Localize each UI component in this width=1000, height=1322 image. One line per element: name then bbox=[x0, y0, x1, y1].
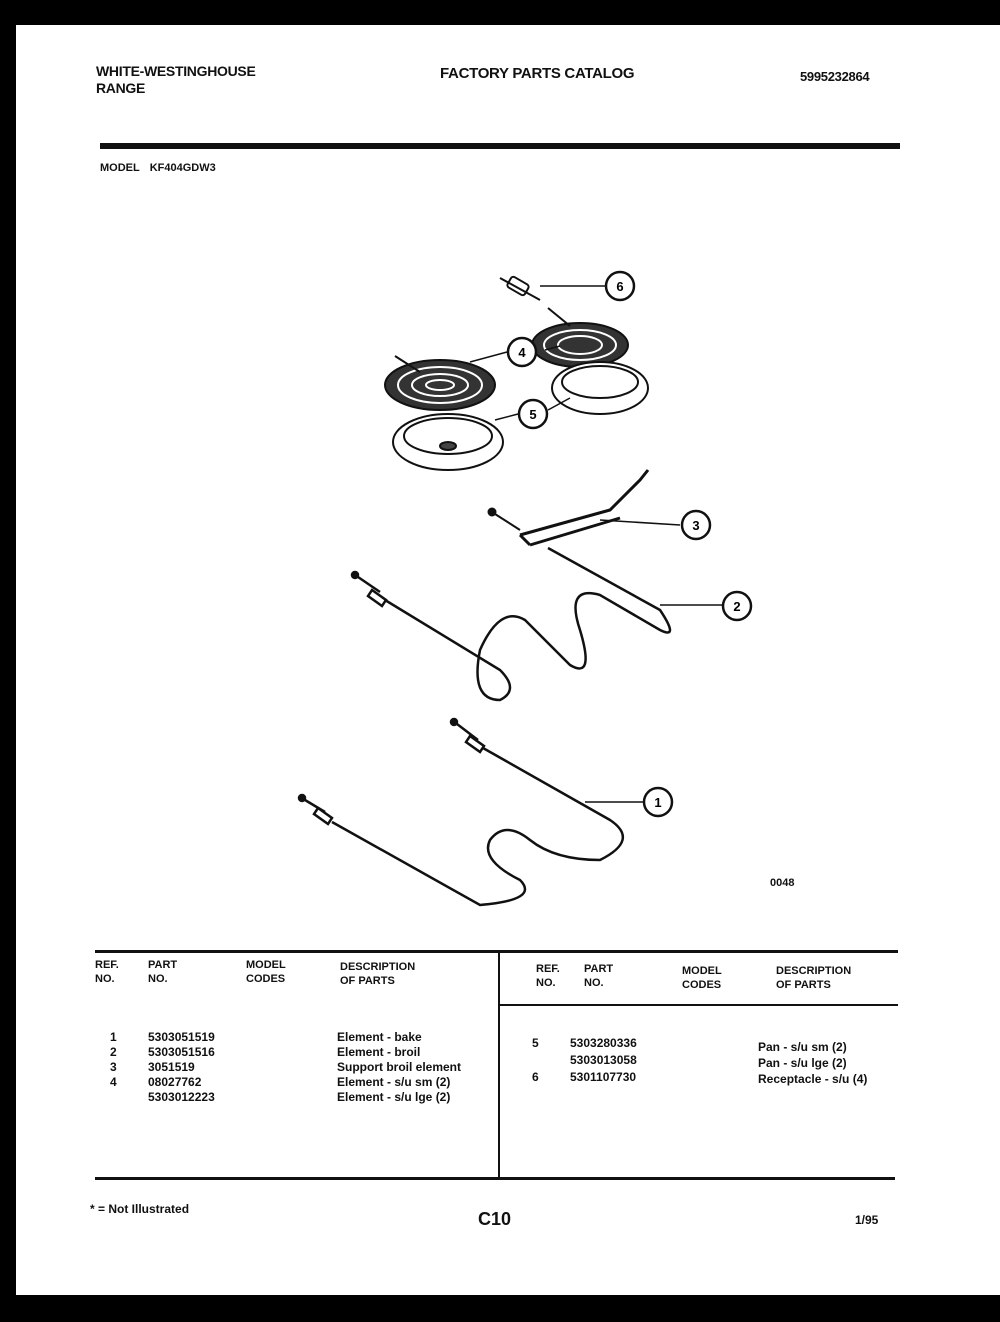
svg-text:5: 5 bbox=[529, 407, 537, 422]
callout-3 bbox=[682, 511, 710, 539]
broil-support-part-3 bbox=[489, 470, 648, 545]
callout-2 bbox=[723, 592, 751, 620]
part-cell: 3051519 bbox=[148, 1060, 195, 1074]
description-cell: Element - broil bbox=[337, 1045, 421, 1059]
description-cell: Element - bake bbox=[337, 1030, 422, 1044]
ref-cell: 4 bbox=[110, 1075, 117, 1089]
part-cell: 08027762 bbox=[148, 1075, 202, 1089]
callout-1 bbox=[644, 788, 672, 816]
svg-text:6: 6 bbox=[616, 279, 624, 294]
brand-name: WHITE-WESTINGHOUSE bbox=[96, 63, 256, 79]
revision-date: 1/95 bbox=[855, 1213, 879, 1227]
figure-code: 0048 bbox=[770, 877, 795, 889]
header-part-no: PART NO. bbox=[148, 959, 178, 985]
bake-element-part-1 bbox=[299, 719, 623, 905]
model-label: MODEL bbox=[100, 162, 140, 174]
ref-cell: 6 bbox=[532, 1070, 539, 1084]
callout-6 bbox=[606, 272, 634, 300]
broil-element-part-2 bbox=[352, 548, 670, 700]
callout-4 bbox=[508, 338, 536, 366]
table-bottom-rule bbox=[95, 1177, 895, 1180]
svg-text:2: 2 bbox=[733, 599, 741, 614]
page-number: C10 bbox=[478, 1209, 512, 1229]
part-cell: 5303280336 bbox=[570, 1036, 637, 1050]
ref-cell: 5 bbox=[532, 1036, 539, 1050]
part-cell: 5303013058 bbox=[570, 1053, 637, 1067]
part-cell: 5303012223 bbox=[148, 1090, 215, 1104]
header-description: DESCRIPTION OF PARTS bbox=[340, 961, 416, 987]
product-type: RANGE bbox=[96, 80, 146, 96]
description-cell: Pan - s/u lge (2) bbox=[758, 1056, 847, 1070]
part-cell: 5303051519 bbox=[148, 1030, 215, 1044]
catalog-number: 5995232864 bbox=[800, 69, 870, 84]
ref-cell: 1 bbox=[110, 1030, 117, 1044]
catalog-title: FACTORY PARTS CATALOG bbox=[440, 65, 635, 82]
svg-text:1: 1 bbox=[654, 795, 662, 810]
ref-cell: 3 bbox=[110, 1060, 117, 1074]
header-ref-no: REF. NO. bbox=[95, 959, 119, 985]
header-ref-no-right: REF. NO. bbox=[536, 963, 560, 989]
header-description-right: DESCRIPTION OF PARTS bbox=[776, 965, 852, 991]
svg-text:4: 4 bbox=[518, 345, 526, 360]
ref-cell: 2 bbox=[110, 1045, 117, 1059]
header-model-codes-right: MODEL CODES bbox=[682, 965, 722, 991]
description-cell: Pan - s/u sm (2) bbox=[758, 1040, 847, 1054]
not-illustrated-footnote: * = Not Illustrated bbox=[90, 1202, 190, 1216]
part-cell: 5301107730 bbox=[570, 1070, 637, 1084]
table-column-divider bbox=[498, 950, 500, 1178]
description-cell: Element - s/u sm (2) bbox=[337, 1075, 451, 1089]
description-cell: Element - s/u lge (2) bbox=[337, 1090, 451, 1104]
callout-5 bbox=[519, 400, 547, 428]
header-model-codes: MODEL CODES bbox=[246, 959, 286, 985]
model-number: KF404GDW3 bbox=[149, 162, 216, 174]
description-cell: Support broil element bbox=[337, 1060, 462, 1074]
svg-text:3: 3 bbox=[692, 518, 700, 533]
part-cell: 5303051516 bbox=[148, 1045, 215, 1059]
table-header-rule bbox=[500, 1004, 898, 1006]
receptacle-part-6 bbox=[500, 276, 540, 300]
description-cell: Receptacle - s/u (4) bbox=[758, 1072, 868, 1086]
header-part-no-right: PART NO. bbox=[584, 963, 614, 989]
table-top-rule bbox=[95, 950, 898, 953]
